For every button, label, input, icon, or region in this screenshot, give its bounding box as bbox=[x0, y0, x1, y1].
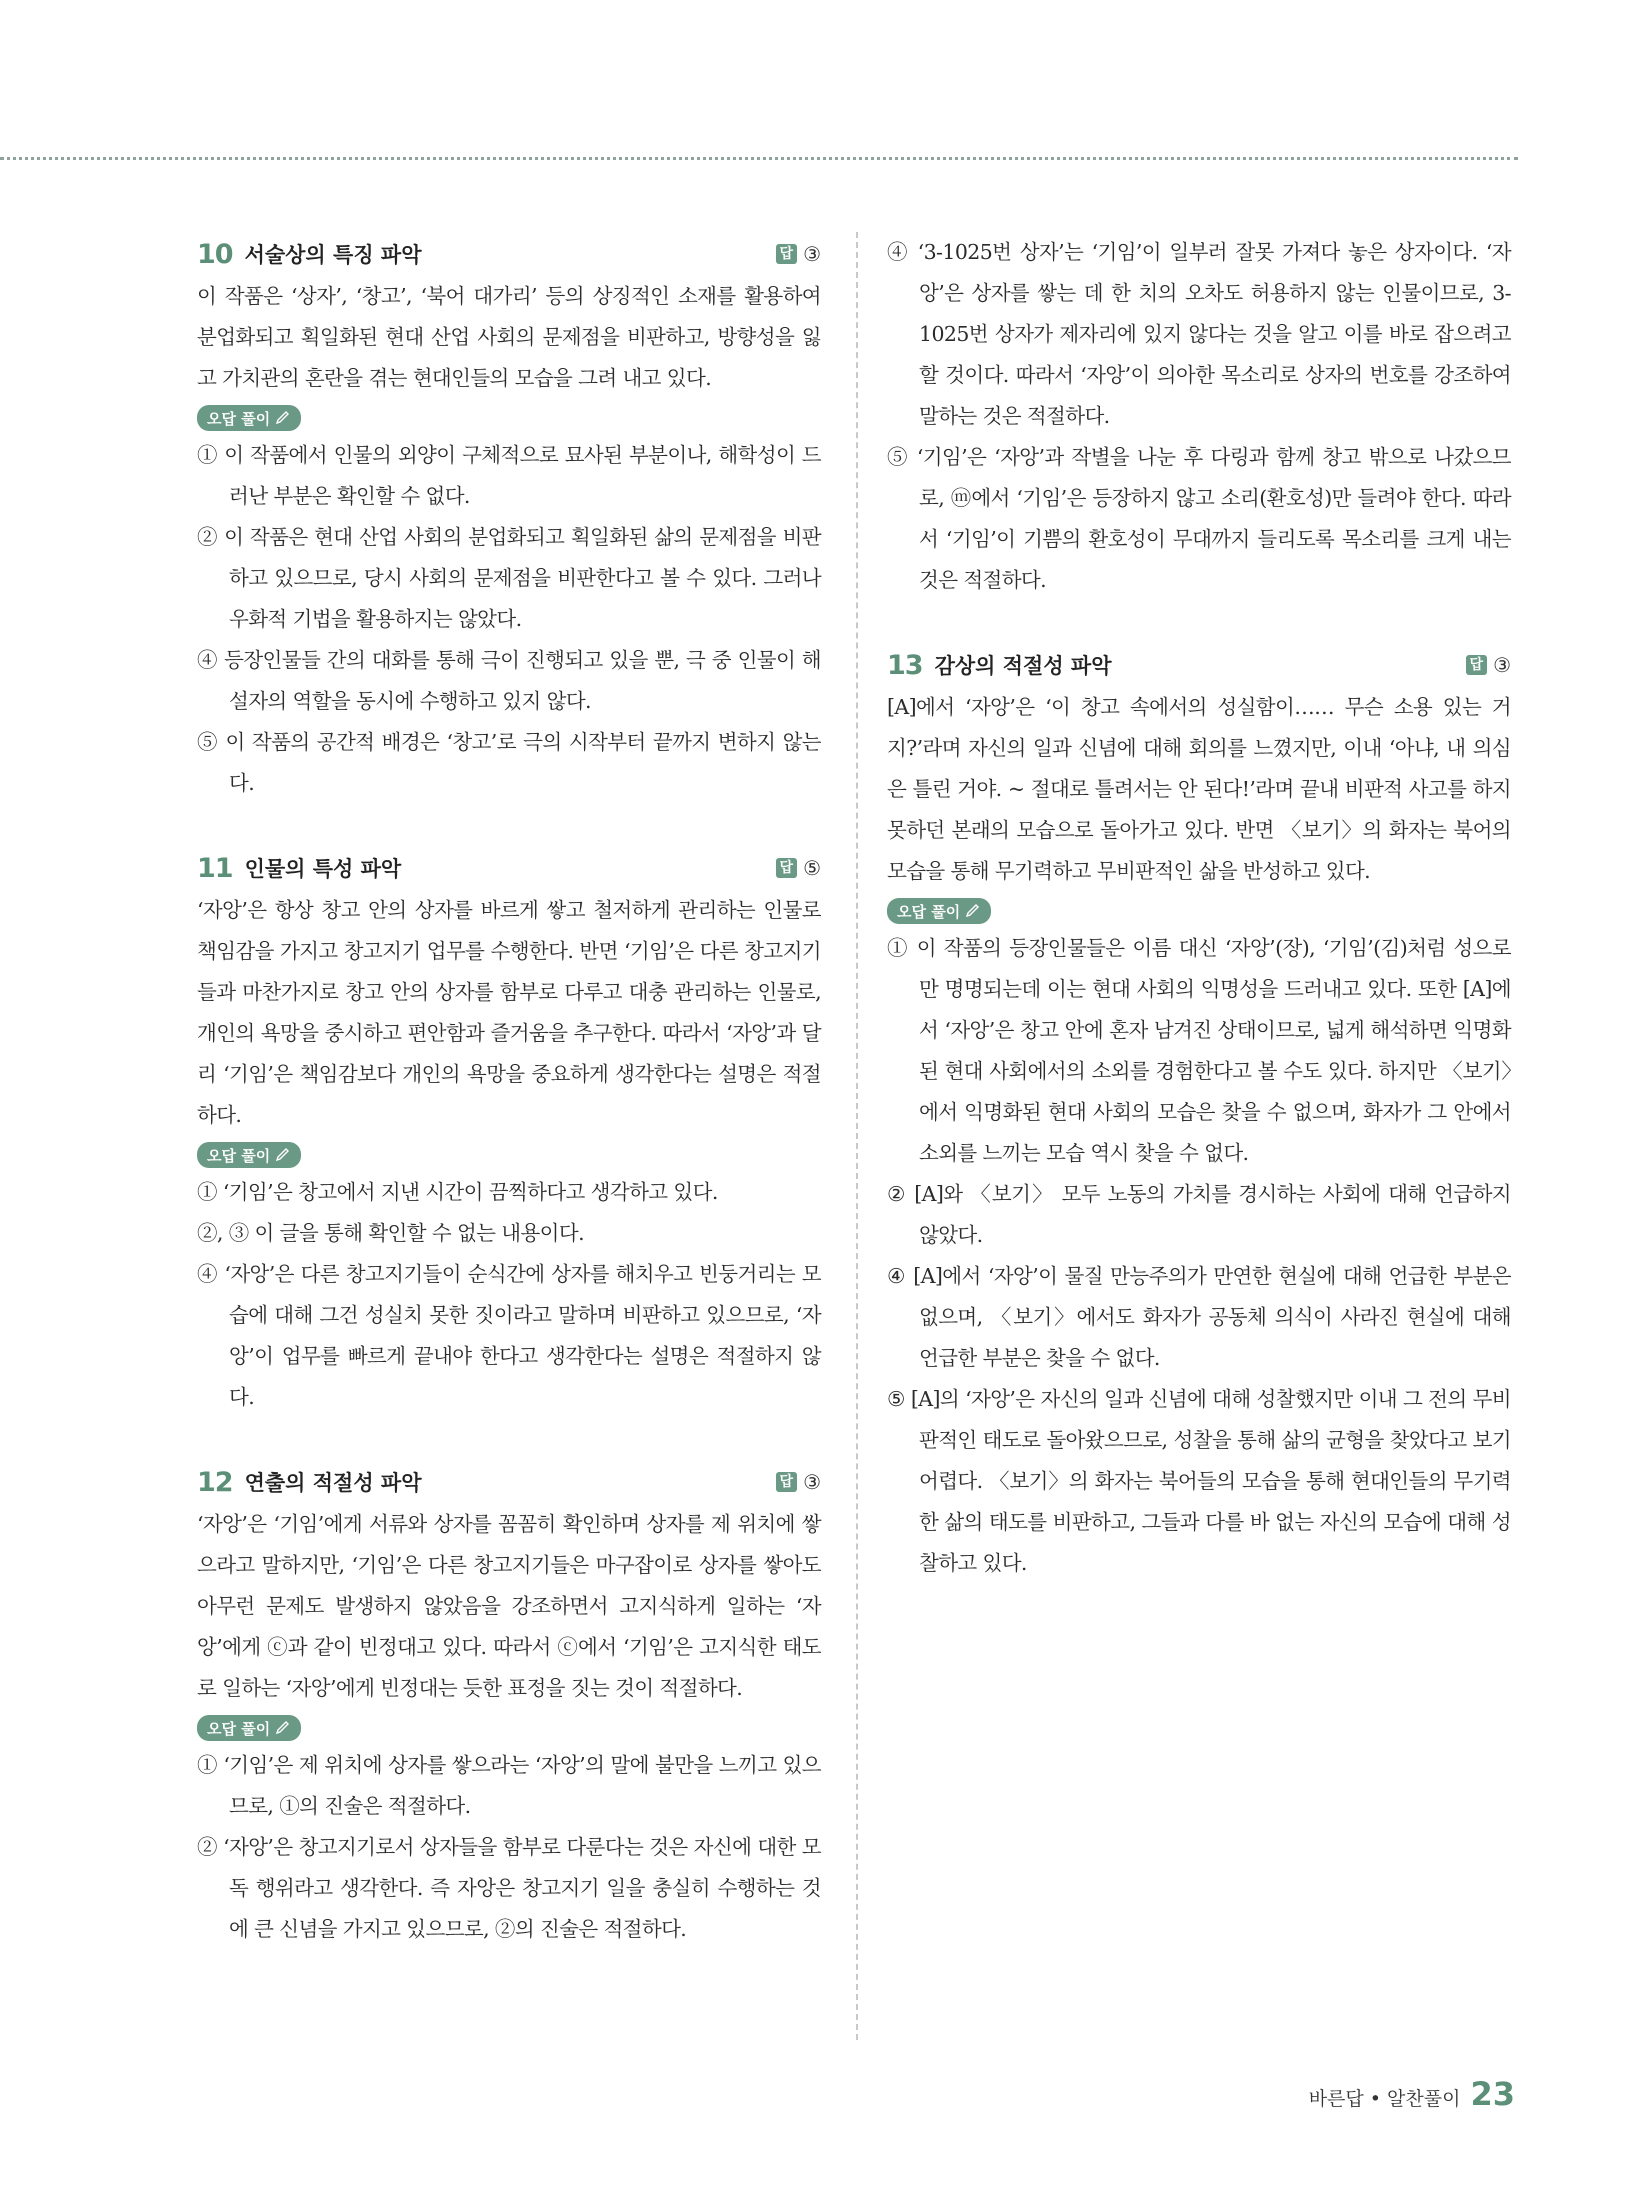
answer-badge: 답 bbox=[776, 244, 798, 264]
pencil-icon bbox=[275, 411, 291, 425]
right-column bbox=[887, 232, 1511, 1626]
page-number: 23 bbox=[1470, 2075, 1515, 2113]
wrong-answer-badge bbox=[197, 405, 301, 431]
section-q12 bbox=[197, 1460, 821, 1950]
pencil-icon bbox=[275, 1721, 291, 1735]
answer-value: ⑤ bbox=[803, 856, 821, 880]
wrong-item: ②, ③ 이 글을 통해 확인할 수 없는 내용이다. bbox=[197, 1221, 585, 1245]
wrong-item: ① 이 작품의 등장인물들은 이름 대신 ‘자앙’(장), ‘기임’(김)처럼 성으로만 명명되는데 이는 현대 사회의 익명성을 드러내고 있다. 또한 [A]에서 ‘자앙’은 창고 안에 혼자 남겨진 상태이므로, 넓게 해석하면 익명화된 현대 사회에서의 소외를 경험한다고 볼 수도 있다. 하지만 〈보기〉에서 익명화된 현대 사회의 모습은 찾을 수 없으며, 화자가 그 안에서 소외를 느끼는 모습 역시 찾을 수 없다. bbox=[887, 936, 1511, 1165]
wrong-item: ② ‘자앙’은 창고지기로서 상자들을 함부로 다룬다는 것은 자신에 대한 모독 행위라고 생각한다. 즉 자앙은 창고지기 일을 충실히 수행하는 것에 큰 신념을 가지고 있으므로, ②의 진술은 적절하다. bbox=[197, 1835, 821, 1941]
question-number: 12 bbox=[197, 1466, 233, 1498]
answer-value: ③ bbox=[803, 242, 821, 266]
wrong-answer-label: 오답 풀이 bbox=[897, 902, 961, 921]
section-q10 bbox=[197, 232, 821, 804]
wrong-answer-badge bbox=[197, 1142, 301, 1168]
footer-label: 바른답 • 알찬풀이 bbox=[1308, 2088, 1461, 2110]
answer-value: ③ bbox=[803, 1470, 821, 1494]
wrong-item: ② [A]와 〈보기〉 모두 노동의 가치를 경시하는 사회에 대해 언급하지 않았다. bbox=[887, 1182, 1511, 1247]
wrong-answer-label: 오답 풀이 bbox=[207, 1146, 271, 1165]
question-header bbox=[197, 1460, 821, 1504]
question-header bbox=[197, 846, 821, 890]
question-number: 13 bbox=[887, 649, 923, 681]
section-q13 bbox=[887, 643, 1511, 1584]
top-dotted-rule bbox=[0, 157, 1518, 160]
question-header bbox=[887, 643, 1511, 687]
question-number: 10 bbox=[197, 238, 233, 270]
wrong-answer-label: 오답 풀이 bbox=[207, 1719, 271, 1738]
section-q11 bbox=[197, 846, 821, 1418]
wrong-answer-badge bbox=[197, 1715, 301, 1741]
explanation-body: ‘자앙’은 ‘기임’에게 서류와 상자를 꼼꼼히 확인하며 상자를 제 위치에 쌓으라고 말하지만, ‘기임’은 다른 창고지기들은 마구잡이로 상자를 쌓아도 아무런 문제도 발생하지 않았음을 강조하면서 고지식하게 일하는 ‘자앙’에게 ⓒ과 같이 빈정대고 있다. 따라서 ⓒ에서 ‘기임’은 고지식한 태도로 일하는 ‘자앙’에게 빈정대는 듯한 표정을 짓는 것이 적절하다. bbox=[197, 1512, 821, 1700]
wrong-item: ① 이 작품에서 인물의 외양이 구체적으로 묘사된 부분이나, 해학성이 드러난 부분은 확인할 수 없다. bbox=[197, 443, 821, 508]
wrong-item: ④ [A]에서 ‘자앙’이 물질 만능주의가 만연한 현실에 대해 언급한 부분은 없으며, 〈보기〉에서도 화자가 공동체 의식이 사라진 현실에 대해 언급한 부분은 찾을 수 없다. bbox=[887, 1264, 1511, 1370]
explanation-body: 이 작품은 ‘상자’, ‘창고’, ‘북어 대가리’ 등의 상징적인 소재를 활용하여 분업화되고 획일화된 현대 산업 사회의 문제점을 비판하고, 방향성을 잃고 가치관의 혼란을 겪는 현대인들의 모습을 그려 내고 있다. bbox=[197, 284, 821, 390]
answer-badge: 답 bbox=[776, 858, 798, 878]
left-column bbox=[197, 232, 821, 1992]
wrong-item: ① ‘기임’은 제 위치에 상자를 쌓으라는 ‘자앙’의 말에 불만을 느끼고 있으므로, ①의 진술은 적절하다. bbox=[197, 1753, 821, 1818]
question-header bbox=[197, 232, 821, 276]
wrong-item: ⑤ [A]의 ‘자앙’은 자신의 일과 신념에 대해 성찰했지만 이내 그 전의 무비판적인 태도로 돌아왔으므로, 성찰을 통해 삶의 균형을 찾았다고 보기 어렵다. 〈보기〉의 화자는 북어들의 모습을 통해 현대인들의 무기력한 삶의 태도를 비판하고, 그들과 다를 바 없는 자신의 모습에 대해 성찰하고 있다. bbox=[887, 1387, 1511, 1575]
pencil-icon bbox=[275, 1148, 291, 1162]
answer-badge: 답 bbox=[776, 1472, 798, 1492]
question-number: 11 bbox=[197, 852, 233, 884]
question-title: 연출의 적절성 파악 bbox=[244, 1471, 422, 1495]
pencil-icon bbox=[965, 904, 981, 918]
wrong-item: ① ‘기임’은 창고에서 지낸 시간이 끔찍하다고 생각하고 있다. bbox=[197, 1180, 718, 1204]
question-title: 감상의 적절성 파악 bbox=[934, 654, 1112, 678]
explanation-body: [A]에서 ‘자앙’은 ‘이 창고 속에서의 성실함이…… 무슨 소용 있는 거지?’라며 자신의 일과 신념에 대해 회의를 느꼈지만, 이내 ‘아냐, 내 의심은 틀린 거야. ~ 절대로 틀려서는 안 된다!’라며 끝내 비판적 사고를 하지 못하던 본래의 모습으로 돌아가고 있다. 반면 〈보기〉의 화자는 북어의 모습을 통해 무기력하고 무비판적인 삶을 반성하고 있다. bbox=[887, 695, 1511, 883]
answer-badge: 답 bbox=[1466, 655, 1488, 675]
wrong-item: ⑤ ‘기임’은 ‘자앙’과 작별을 나눈 후 다링과 함께 창고 밖으로 나갔으므로, ⓜ에서 ‘기임’은 등장하지 않고 소리(환호성)만 들려야 한다. 따라서 ‘기임’이 기쁨의 환호성이 무대까지 들리도록 목소리를 크게 내는 것은 적절하다. bbox=[887, 445, 1511, 592]
wrong-item: ⑤ 이 작품의 공간적 배경은 ‘창고’로 극의 시작부터 끝까지 변하지 않는다. bbox=[197, 730, 821, 795]
column-divider bbox=[856, 232, 858, 2040]
wrong-answer-badge bbox=[887, 898, 991, 924]
explanation-body: ‘자앙’은 항상 창고 안의 상자를 바르게 쌓고 철저하게 관리하는 인물로 책임감을 가지고 창고지기 업무를 수행한다. 반면 ‘기임’은 다른 창고지기들과 마찬가지로 창고 안의 상자를 함부로 다루고 대충 관리하는 인물로, 개인의 욕망을 중시하고 편안함과 즐거움을 추구한다. 따라서 ‘자앙’과 달리 ‘기임’은 책임감보다 개인의 욕망을 중요하게 생각한다는 설명은 적절하다. bbox=[197, 898, 821, 1127]
wrong-answer-label: 오답 풀이 bbox=[207, 409, 271, 428]
wrong-item: ④ ‘3-1025번 상자’는 ‘기임’이 일부러 잘못 가져다 놓은 상자이다. ‘자앙’은 상자를 쌓는 데 한 치의 오차도 허용하지 않는 인물이므로, 3-1025번 상자가 제자리에 있지 않다는 것을 알고 이를 바로 잡으려고 할 것이다. 따라서 ‘자앙’이 의아한 목소리로 상자의 번호를 강조하여 말하는 것은 적절하다. bbox=[887, 240, 1511, 428]
wrong-item: ④ 등장인물들 간의 대화를 통해 극이 진행되고 있을 뿐, 극 중 인물이 해설자의 역할을 동시에 수행하고 있지 않다. bbox=[197, 648, 821, 713]
page-footer bbox=[1309, 2075, 1515, 2113]
answer-value: ③ bbox=[1493, 653, 1511, 677]
wrong-item: ② 이 작품은 현대 산업 사회의 분업화되고 획일화된 삶의 문제점을 비판하고 있으므로, 당시 사회의 문제점을 비판한다고 볼 수 있다. 그러나 우화적 기법을 활용하지는 않았다. bbox=[197, 525, 821, 631]
question-title: 서술상의 특징 파악 bbox=[244, 243, 422, 267]
section-q12-continued bbox=[887, 232, 1511, 601]
wrong-item: ④ ‘자앙’은 다른 창고지기들이 순식간에 상자를 해치우고 빈둥거리는 모습에 대해 그건 성실치 못한 짓이라고 말하며 비판하고 있으므로, ‘자앙’이 업무를 빠르게 끝내야 한다고 생각한다는 설명은 적절하지 않다. bbox=[197, 1262, 821, 1409]
question-title: 인물의 특성 파악 bbox=[244, 857, 402, 881]
